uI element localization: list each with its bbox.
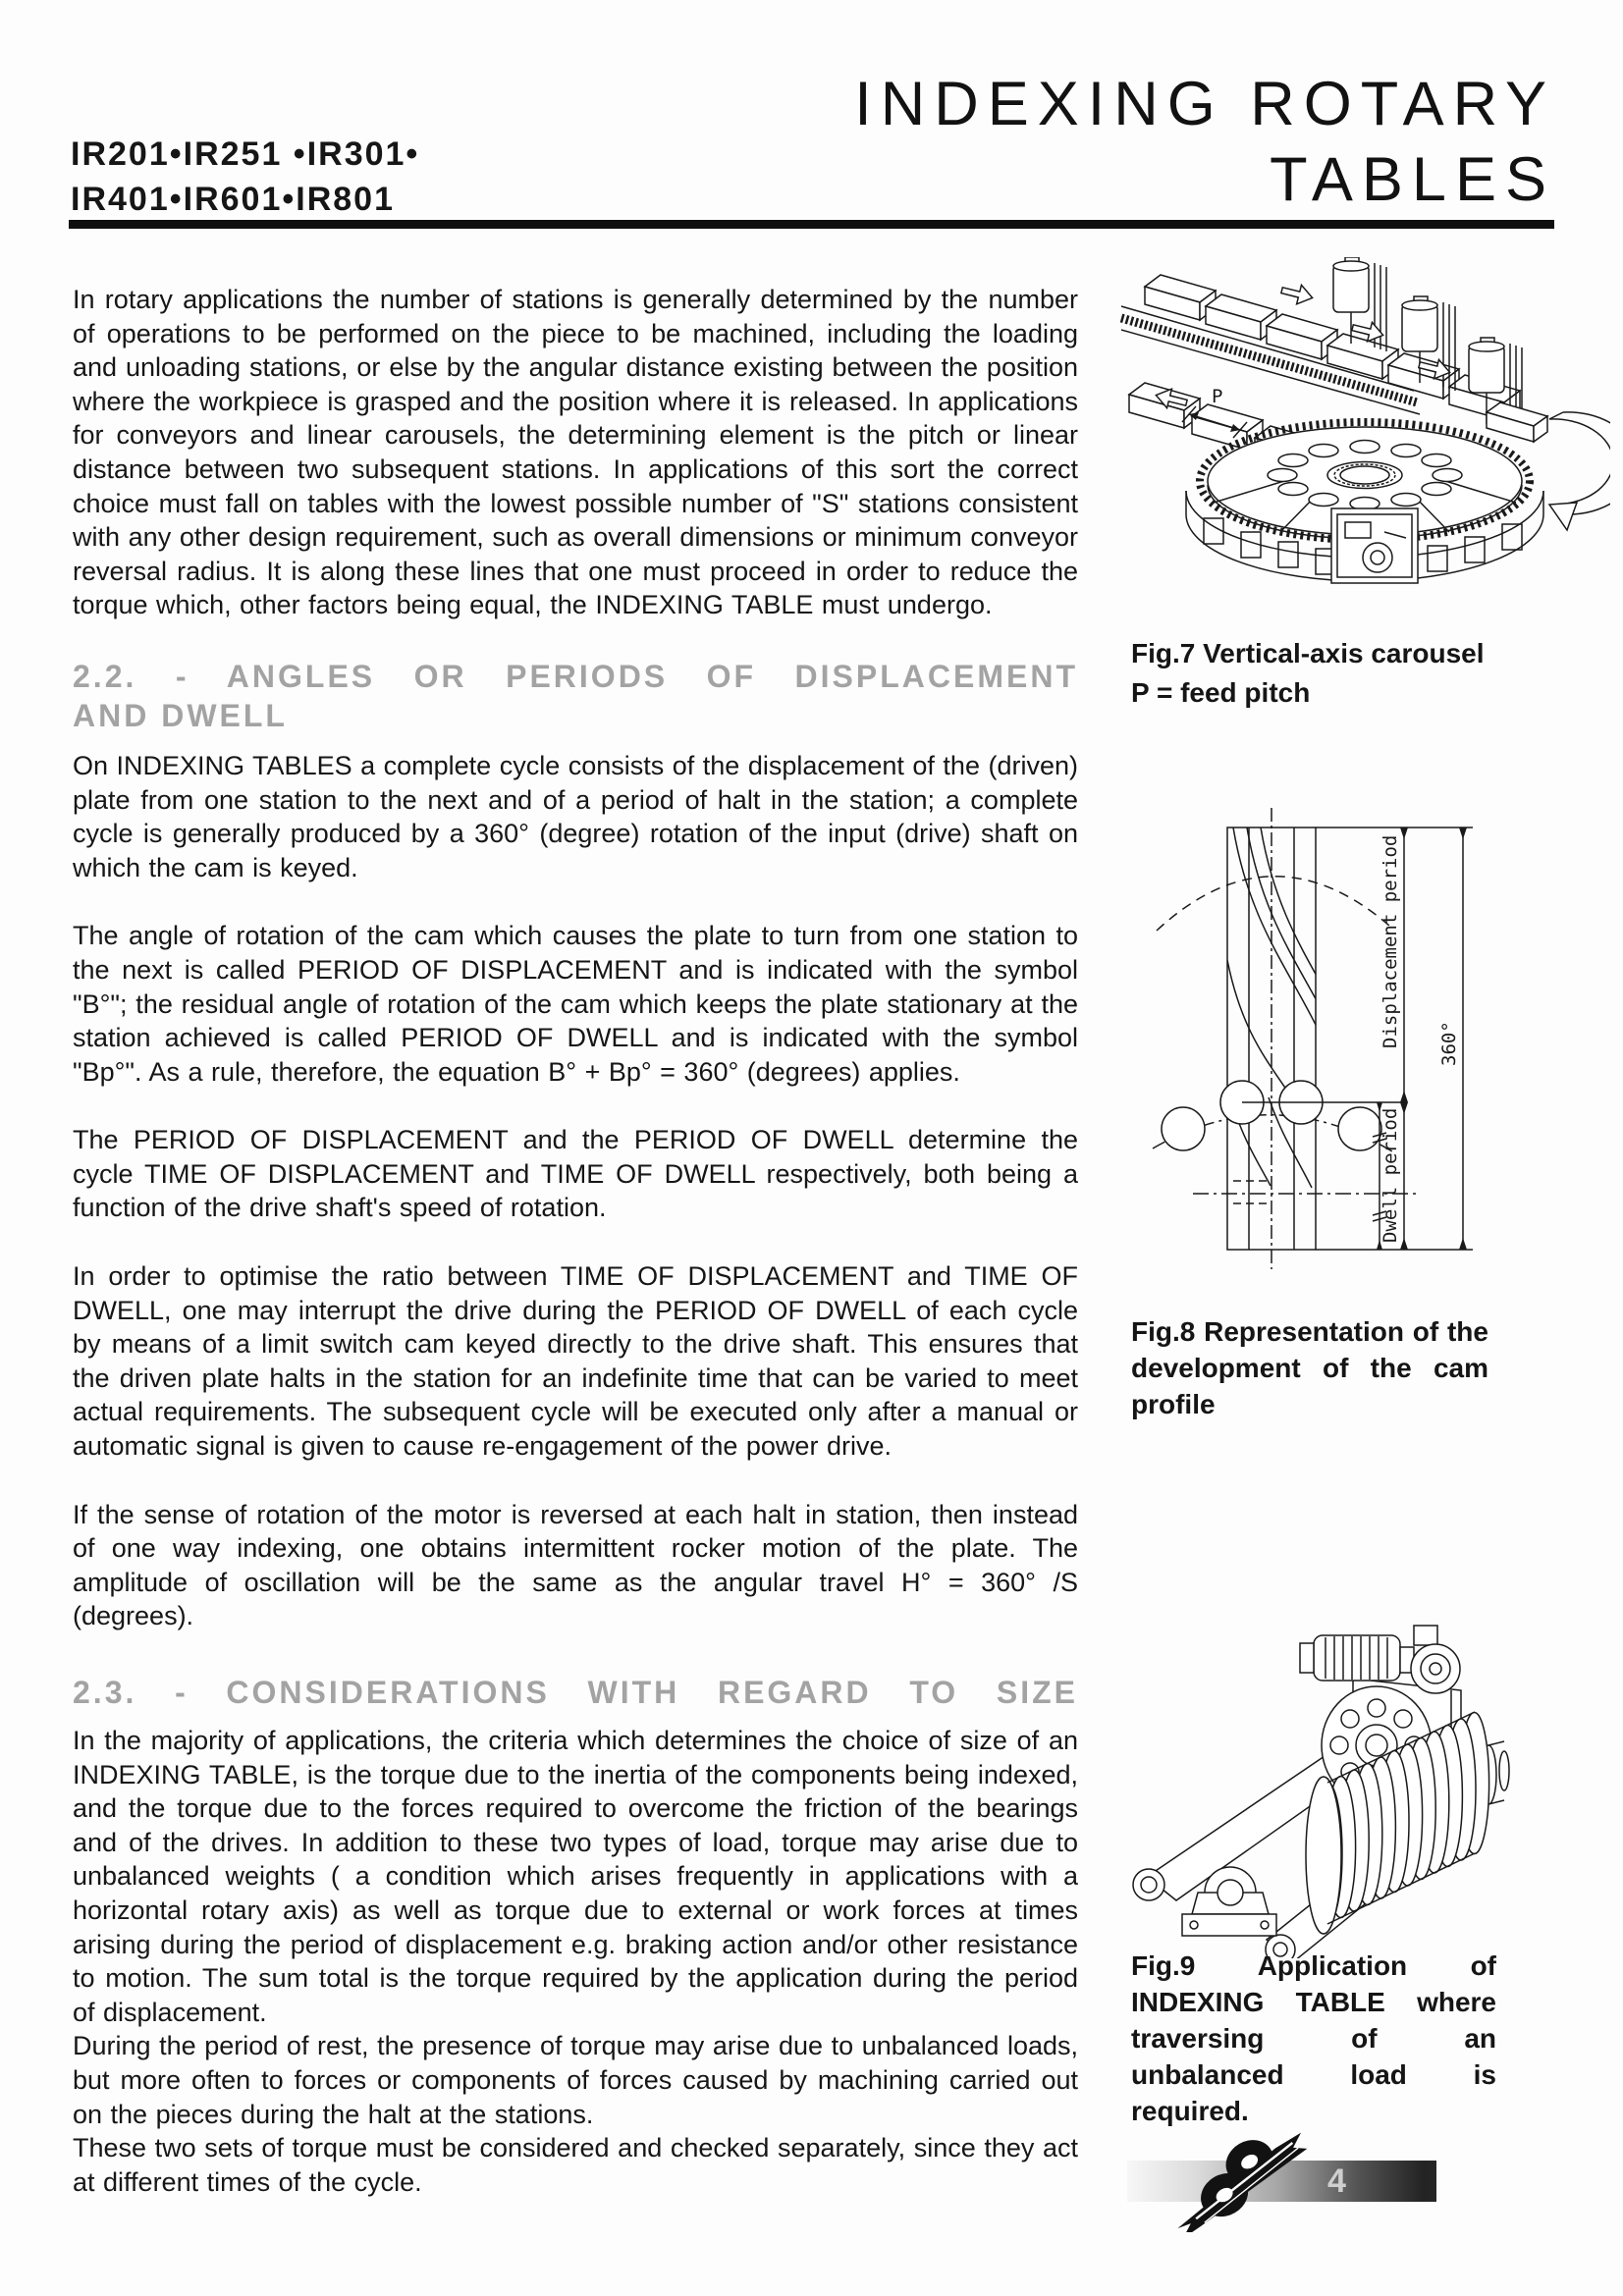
page-number: 4 xyxy=(1327,2163,1346,2200)
paragraph: During the period of rest, the presence of torque may arise due to unbalanced loads, but more often to forces or components of forces caused by machining carried out on the pieces during the halt at the stations. xyxy=(73,2031,1078,2129)
paragraph: If the sense of rotation of the motor is reversed at each halt in station, then instead of one way indexing, one obtains intermittent rocker motion of the plate. The amplitude of oscillation will be the same as the angular travel H° = 360° /S (degrees). xyxy=(73,1499,1078,1631)
page-title xyxy=(687,67,1555,218)
paragraph: These two sets of torque must be considered and checked separately, since they act at different times of the cycle. xyxy=(73,2133,1078,2197)
fig8-cam-profile-drawing xyxy=(1139,803,1551,1294)
model-codes-line2: IR401•IR601•IR801 xyxy=(71,181,395,218)
paragraph: The angle of rotation of the cam which causes the plate to turn from one station to the next is called PERIOD OF DISPLACEMENT and is indicated with the symbol "B°"; the residual angle of rotation of the cam which keeps the plate stationary at the station achieved is called PERIOD OF DWELL and is indicated with the symbol "Bp°". As a rule, therefore, the equation B° + Bp° = 360° (degrees) applies. xyxy=(73,921,1078,1087)
model-codes-line1: IR201•IR251 •IR301• xyxy=(71,135,420,173)
paragraph: On INDEXING TABLES a complete cycle consists of the displacement of the (driven) plate from one station to the next and of a period of halt in the station; a complete cycle is generally produced by a 360° (degree) rotation of the input (drive) shaft on which the cam is keyed. xyxy=(73,750,1078,882)
fig9-caption: Fig.9 Application of INDEXING TABLE where traversing of an unbalanced load is required. xyxy=(1131,1950,1496,2126)
main-text-column xyxy=(73,283,1078,2199)
section-2-2-heading-line2: AND DWELL xyxy=(73,697,288,733)
section-2-2-heading xyxy=(73,657,1078,735)
fig8-360-label: 360° xyxy=(1438,1021,1460,1066)
fig7-caption-line1: Fig.7 Vertical-axis carousel xyxy=(1131,638,1485,668)
fig8-dwell-period-label: Dwell period xyxy=(1380,1107,1401,1243)
fig8-displacement-period-label: Displacement period xyxy=(1380,834,1401,1048)
header-rule xyxy=(69,220,1554,229)
ribbon-knot-logo-icon xyxy=(1163,2126,1313,2232)
feed-pitch-label: P xyxy=(1212,386,1223,407)
rotation-arrow-icon xyxy=(1549,412,1610,530)
paragraph: The PERIOD OF DISPLACEMENT and the PERIOD OF DWELL determine the cycle TIME OF DISPLACEMENT and TIME OF DWELL respectively, both being a function of the drive shaft's speed of rotation. xyxy=(73,1125,1078,1223)
fig7-caption-line2: P = feed pitch xyxy=(1131,677,1311,708)
model-codes xyxy=(71,132,419,222)
fig9-unbalanced-load-drawing xyxy=(1119,1620,1610,1958)
page-title-line1: INDEXING ROTARY xyxy=(854,70,1555,138)
fig7-caption xyxy=(1131,634,1563,713)
page-title-line2: TABLES xyxy=(1270,145,1555,214)
fig7-vertical-axis-carousel-drawing xyxy=(1119,257,1610,630)
section-2-3-heading xyxy=(73,1673,1078,1712)
fig8-caption: Fig.8 Representation of the development of the cam profile xyxy=(1131,1316,1488,1419)
paragraph: In the majority of applications, the criteria which determines the choice of size of an INDEXING TABLE, is the torque due to the inertia of the components being indexed, and the torque due to the forces required to overcome the friction of the bearings and of the drives. In addition to these two types of load, torque may arise due to unbalanced weights ( a condition which arises frequently in applications with a horizontal rotary axis) as well as torque due to external or work forces at times arising during the period of displacement e.g. braking action and/or other resistance to motion. The sum total is the torque required by the application during the period of displacement. xyxy=(73,1726,1078,2027)
section-2-3-heading-line1: 2.3. - CONSIDERATIONS WITH REGARD TO SIZE xyxy=(73,1675,1078,1710)
paragraph: In order to optimise the ratio between TIME OF DISPLACEMENT and TIME OF DWELL, one may interrupt the drive during the PERIOD OF DWELL of each cycle by means of a limit switch cam keyed directly to the drive shaft. This ensures that the driven plate halts in the station for an indefinite time that can be varied to meet actual requirements. The subsequent cycle will be executed only after a manual or automatic signal is given to cause re-engagement of the power drive. xyxy=(73,1261,1078,1462)
intro-paragraph: In rotary applications the number of stations is generally determined by the number of operations to be performed on the piece to be machined, including the loading and unloading stations, or else by the angular distance existing between the position where the workpiece is grasped and the position where it is released. In applications for conveyors and linear carousels, the determining element is the pitch or linear distance between two subsequent stations. In applications of this sort the correct choice must fall on tables with the lowest possible number of "S" stations consistent with any other design requirement, such as overall dimensions or minimum conveyor reversal radius. It is along these lines that one must proceed in order to reduce the torque which, other factors being equal, the INDEXING TABLE must undergo. xyxy=(73,285,1078,620)
section-2-2-heading-line1: 2.2. - ANGLES OR PERIODS OF DISPLACEMENT xyxy=(73,658,1078,694)
